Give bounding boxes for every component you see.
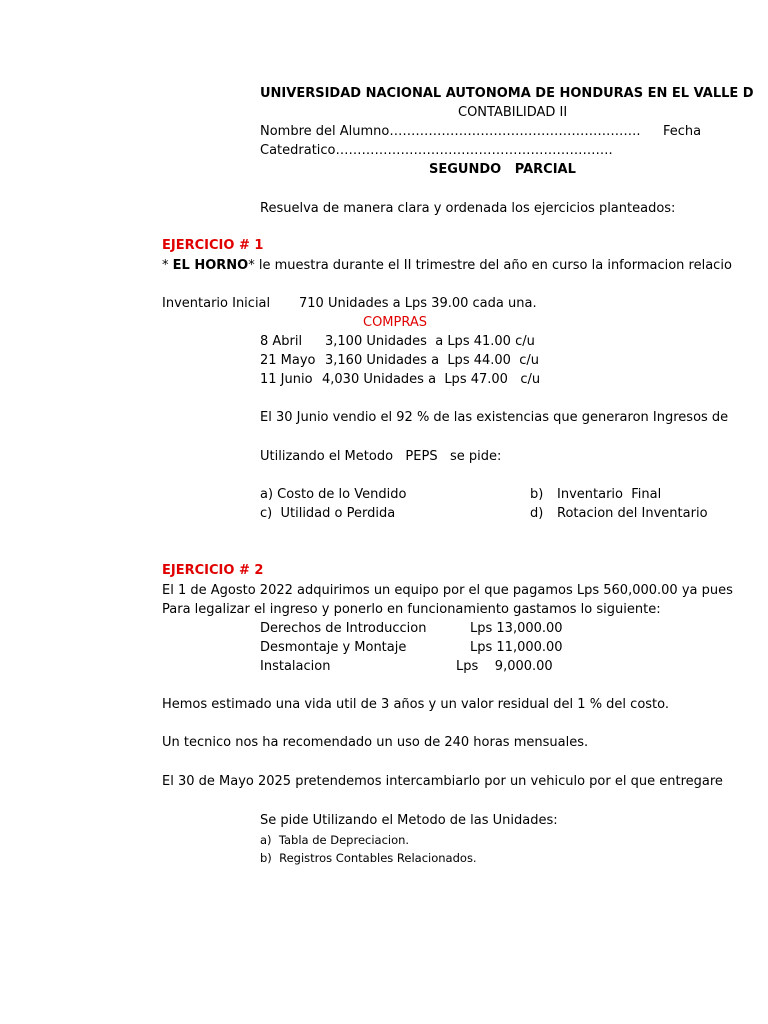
- initial-inventory-value: 710 Unidades a Lps 39.00 cada una.: [299, 296, 537, 311]
- expense-amount: Lps 13,000.00: [470, 621, 563, 636]
- instructions: Resuelva de manera clara y ordenada los ejercicios planteados:: [260, 201, 676, 216]
- course-name: CONTABILIDAD II: [458, 105, 568, 120]
- exam-title: SEGUNDO PARCIAL: [429, 162, 576, 177]
- question-c: c) Utilidad o Perdida: [260, 506, 396, 521]
- question-d-letter: d): [530, 506, 544, 521]
- usage-text: Un tecnico nos ha recomendado un uso de 240 horas mensuales.: [162, 735, 589, 750]
- exercise-2-title: EJERCICIO # 2: [162, 563, 264, 578]
- purchase-detail: 4,030 Unidades a Lps 47.00 c/u: [322, 372, 541, 387]
- purchase-detail: 3,160 Unidades a Lps 44.00 c/u: [325, 353, 539, 368]
- intro-prefix: *: [162, 258, 173, 273]
- request-text: Se pide Utilizando el Metodo de las Unidades:: [260, 813, 558, 828]
- expense-concept: Derechos de Introduccion: [260, 621, 427, 636]
- teacher-label: Catedratico……………………………………………………….: [260, 143, 613, 158]
- exercise-1-intro: [162, 258, 732, 274]
- question-b-letter: b): [530, 487, 544, 502]
- exercise-1-title: EJERCICIO # 1: [162, 238, 264, 253]
- exercise-2-line-2: Para legalizar el ingreso y ponerlo en funcionamiento gastamos lo siguiente:: [162, 602, 661, 617]
- purchase-detail: 3,100 Unidades a Lps 41.00 c/u: [325, 334, 535, 349]
- useful-life-text: Hemos estimado una vida util de 3 años y un valor residual del 1 % del costo.: [162, 697, 670, 712]
- sale-text: El 30 Junio vendio el 92 % de las existencias que generaron Ingresos de: [260, 410, 729, 425]
- exercise-2-line-1: El 1 de Agosto 2022 adquirimos un equipo por el que pagamos Lps 560,000.00 ya pues: [162, 583, 733, 598]
- exchange-text: El 30 de Mayo 2025 pretendemos intercambiarlo por un vehiculo por el que entregare: [162, 774, 723, 789]
- expense-amount: Lps 9,000.00: [456, 659, 553, 674]
- university-title: UNIVERSIDAD NACIONAL AUTONOMA DE HONDURAS EN EL VALLE D: [260, 86, 754, 101]
- purchases-heading: COMPRAS: [363, 315, 428, 330]
- purchase-date: 8 Abril: [260, 334, 303, 349]
- date-label: Fecha: [663, 124, 702, 139]
- expense-amount: Lps 11,000.00: [470, 640, 563, 655]
- method-text: Utilizando el Metodo PEPS se pide:: [260, 449, 502, 464]
- company-name: EL HORNO: [172, 258, 249, 273]
- expense-concept: Desmontaje y Montaje: [260, 640, 407, 655]
- intro-rest: * le muestra durante el II trimestre del año en curso la informacion relacio: [248, 258, 732, 273]
- request-item: a) Tabla de Depreciacion.: [260, 833, 410, 847]
- request-item: b) Registros Contables Relacionados.: [260, 851, 477, 865]
- purchase-date: 21 Mayo: [260, 353, 316, 368]
- student-name-label: Nombre del Alumno………………………………………………….: [260, 124, 641, 139]
- initial-inventory-label: Inventario Inicial: [162, 296, 271, 311]
- question-b-text: Inventario Final: [557, 487, 662, 502]
- purchase-date: 11 Junio: [260, 372, 313, 387]
- question-a: a) Costo de lo Vendido: [260, 487, 407, 502]
- question-d-text: Rotacion del Inventario: [557, 506, 708, 521]
- expense-concept: Instalacion: [260, 659, 331, 674]
